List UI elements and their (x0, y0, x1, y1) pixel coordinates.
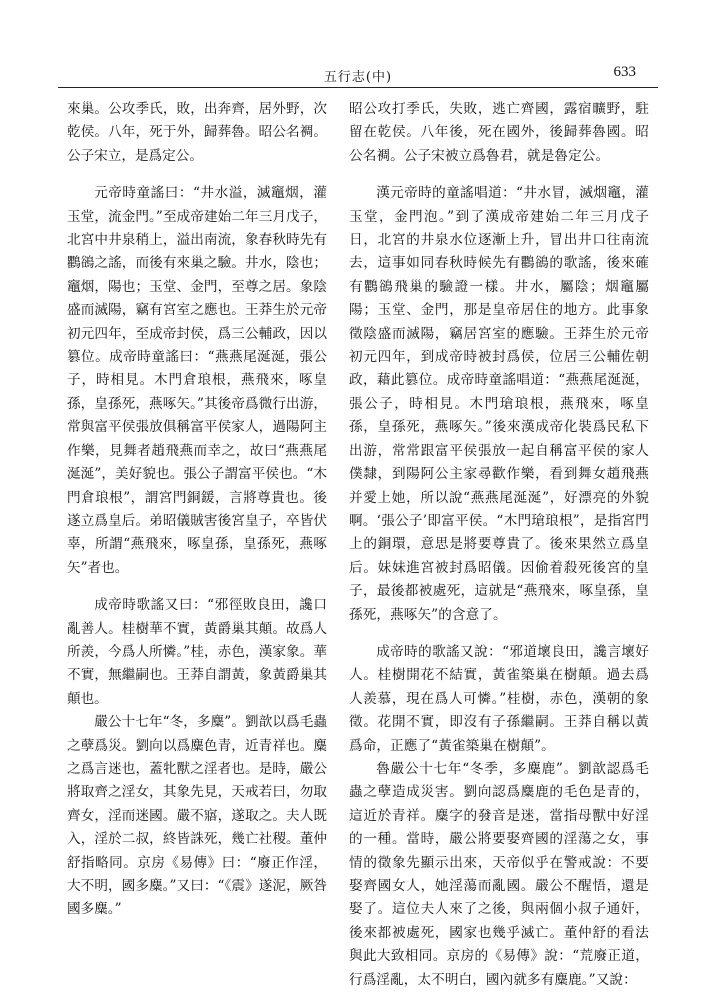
translation-paragraph: 魯嚴公十七年“冬季，多麋鹿”。劉歆認爲毛蟲之孽造成災害。劉向認爲麋鹿的毛色是青的，這近於青祥。麋字的發音是迷，當指母獸中好淫的一種。當時，嚴公將要娶齊國的淫蕩之女，事情的徵象先顯示出來，天帝似乎在警戒說：不要娶齊國女人，她淫蕩而亂國。嚴公不醒悟，還是娶了。這位夫人來了之後，與兩個小叔子通奸，後來都被處死，國家也幾乎滅亡。董仲舒的看法與此大致相同。京房的《易傳》說：“荒廢正道，行爲淫亂，太不明白，國內就多有麋鹿。”又說： (349, 760, 649, 988)
translation-paragraph: 漢元帝時的童謠唱道：“井水冒，滅烟竈，灌玉堂，金門泡。”到了漢成帝建始二年三月戊子日，北宮的井泉水位逐漸上升，冒出井口往南流去，這事如同春秋時候先有鸜鵒的歌謠，後來確有鸜鵒飛巢的驗證一樣。井水，屬陰；烟竈屬陽；玉堂、金門，那是皇帝居住的地方。此事象徵陰盛而滅陽，竊居宮室的應驗。王莽生於元帝初元四年，到成帝時被封爲侯，位居三公輔佐朝政，藉此篡位。成帝時童謠唱道：“燕燕尾涎涎，張公子，時相見。木門瑲琅根，燕飛來，啄皇孫，皇孫死，燕啄矢。”後來漢成帝化裝爲民私下出游，常常跟富平侯張放一起自稱富平侯的家人僕隸，到陽阿公主家尋歡作樂，看到舞女趙飛燕并愛上她，所以說“燕燕尾涎涎”，好漂亮的外貌啊。‘張公子’即富平侯。“木門瑲琅根”，是指宮門上的銅環，意思是將要尊貴了。後來果然立爲皇后。妹妹進宮被封爲昭儀。因偷着殺死後宮的皇子，最後都被處死，這就是“燕飛來，啄皇孫，皇孫死，燕啄矢”的含意了。 (349, 185, 649, 623)
classical-text-column (67, 98, 327, 922)
page-header (58, 60, 658, 88)
classical-paragraph: 成帝時歌謠又曰：“邪徑敗良田，讒口亂善人。桂樹華不實，黃爵巢其顛。故爲人所羨，今爲人所憐。”桂，赤色，漢家象。華不實，無繼嗣也。王莽自謂黃，象黃爵巢其顛也。 (67, 597, 327, 707)
translation-text-column (349, 98, 649, 992)
classical-paragraph: 元帝時童謠曰：“井水溢，滅竈烟，灌玉堂，流金門。”至成帝建始二年三月戊子，北宮中井泉稍上，溢出南流，象春秋時先有鸜鵒之謠，而後有來巢之驗。井水，陰也；竈烟，陽也；玉堂、金門，至尊之居。象陰盛而滅陽，竊有宮室之應也。王莽生於元帝初元四年，至成帝封侯，爲三公輔政，因以篡位。成帝時童謠曰：“燕燕尾涎涎，張公子，時相見。木門倉琅根，燕飛來，啄皇孫，皇孫死，燕啄矢。”其後帝爲微行出游，常與富平侯張放俱稱富平侯家人，過陽阿主作樂，見舞者趙飛燕而幸之，故曰“燕燕尾涎涎”，美好貌也。張公子謂富平侯也。“木門倉琅根”，謂宮門銅鍰，言將尊貴也。後遂立爲皇后。弟昭儀賊害後宮皇子，卒皆伏辜，所謂“燕飛來，啄皇孫，皇孫死，燕啄矢”者也。 (67, 185, 327, 576)
translation-paragraph: 成帝時的歌謠又說：“邪道壞良田，讒言壞好人。桂樹開花不結實，黃雀築巢在樹顛。過去爲人羨慕，現在爲人可憐。”桂樹，赤色，漢朝的象徵。花開不實，即沒有子孫繼嗣。王莽自稱以黃爲命，正應了“黃雀築巢在樹顛”。 (349, 643, 649, 754)
header-rule (58, 87, 658, 88)
classical-paragraph: 嚴公十七年“冬，多麋”。劉歆以爲毛蟲之孽爲災。劉向以爲麋色青，近青祥也。麋之爲言迷也，蓋牝獸之淫者也。是時，嚴公將取齊之淫女，其象先見，天戒若曰，勿取齊女，淫而迷國。嚴不寤，遂取之。夫人既入，淫於二叔，終皆誅死，幾亡社稷。董仲舒指略同。京房《易傳》曰：“廢正作淫，大不明，國多麋。”又曰：“《震》遂泥，厥咎國多麋。” (67, 714, 327, 918)
running-title: 五行志(中) (323, 70, 393, 85)
page-number: 633 (613, 64, 636, 80)
translation-paragraph: 昭公攻打季氏，失敗，逃亡齊國，露宿曠野，駐留在乾侯。八年後，死在國外，後歸葬魯國。昭公名裯。公子宋被立爲魯君，就是魯定公。 (349, 101, 649, 164)
classical-paragraph: 來巢。公攻季氏，敗，出奔齊，居外野，次乾侯。八年，死于外，歸葬魯。昭公名裯。公子宋立，是爲定公。 (67, 101, 327, 164)
